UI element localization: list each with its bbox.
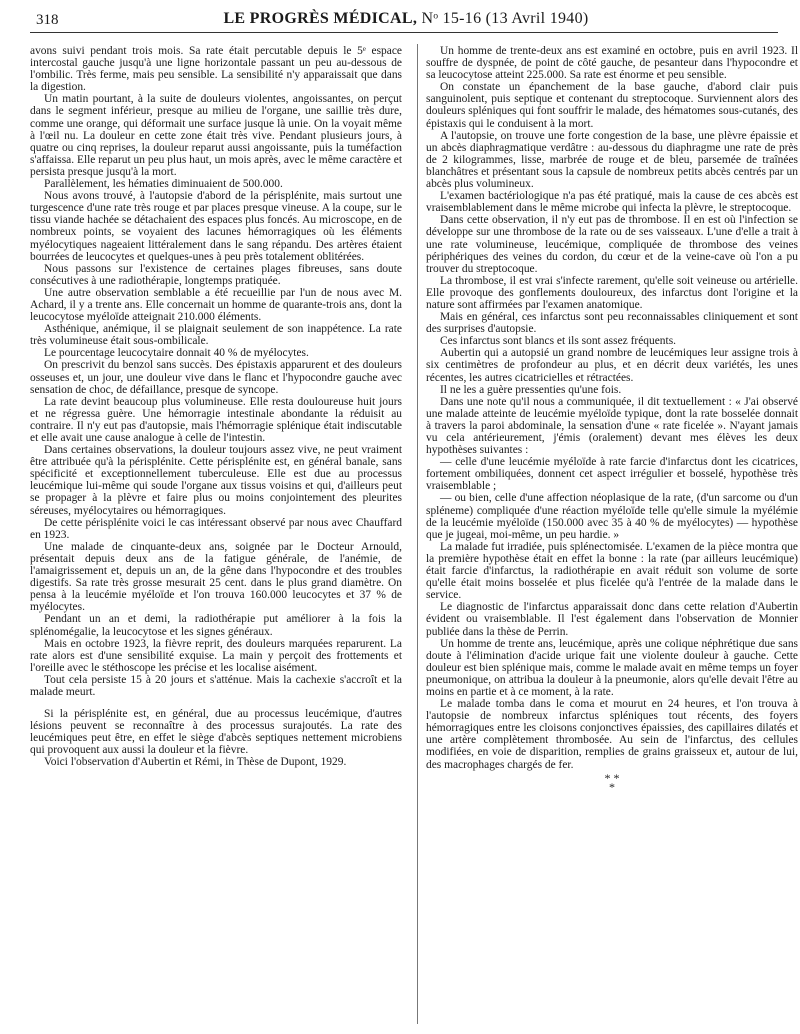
paragraph: — celle d'une leucémie myéloïde à rate farcie d'infarctus dont les cicatrices, fortement ombiliquées, donnent cet aspect irrégulier et bosselé, hypothèse très vraisemblable ;: [426, 456, 798, 493]
issue-info: Nᵒ 15-16 (13 Avril 1940): [421, 10, 589, 27]
paragraph: Une autre observation semblable a été recueillie par l'un de nous avec M. Achard, il y a trente ans. Elle concernait un homme de quarante-trois ans, dont la leucocytose myéloïde atteignait 210.000 éléments.: [30, 286, 402, 324]
header-rule: [30, 32, 778, 33]
paragraph: Asthénique, anémique, il se plaignait seulement de son inappétence. La rate très volumineuse était sous-ombilicale.: [30, 323, 402, 348]
paragraph: Le pourcentage leucocytaire donnait 40 % de myélocytes.: [44, 347, 309, 360]
page-number: 318: [36, 12, 59, 28]
paragraph: L'examen bactériologique n'a pas été pratiqué, mais la cause de ces abcès est vraisemblablement dans le même microbe qui infecta la plèvre, le streptocoque.: [426, 190, 798, 215]
paragraph: Tout cela persiste 15 à 20 jours et s'atténue. Mais la cachexie s'accroît et la malade meurt.: [30, 673, 402, 698]
paragraph: Mais en octobre 1923, la fièvre reprit, des douleurs marquées reparurent. La rate alors est d'une sensibilité exquise. La main y perçoit des frottements et l'oreille avec le stéthoscope les précise et les localise aisément.: [30, 637, 402, 674]
paragraph: La thrombose, il est vrai s'infecte rarement, qu'elle soit veineuse ou artérielle. Elle provoque des gonflements douloureux, des infarctus dont l'origine et la nature sont affirmées par l'examen anatomique.: [426, 274, 798, 311]
paragraph: Ces infarctus sont blancs et ils sont assez fréquents.: [440, 335, 677, 348]
paragraph: La malade fut irradiée, puis splénectomisée. L'examen de la pièce montra que la première hypothèse était en effet la bonne : la rate (par ailleurs leucémique) était farcie d'infarctus, la radiothérapie en avait réduit son volume de sorte qu'elle était moins bosselée et plus ficelée qu'à l'entrée de la malade dans le service.: [426, 540, 798, 602]
paragraph: Une malade de cinquante-deux ans, soignée par le Docteur Arnould, présentait depuis deux ans de la fatigue générale, de l'anémie, de l'amaigrissement et, depuis un an, de la gêne dans l'hypocondre et des troubles digestifs. Sa rate très grosse mesurait 25 cent. dans le plus grand diamètre. On pensa à la leucémie myéloïde et l'on trouva 160.000 leucocytes et 37 % de myélocytes.: [30, 540, 402, 614]
paragraph: avons suivi pendant trois mois. Sa rate était percutable depuis le 5ᵉ espace intercostal gauche jusqu'à une ligne horizontale passant un peu au-dessous de l'ombilic. Très ferme, mais peu sensible. La sensibilité n'y apparaissait que dans la digestion.: [30, 45, 402, 94]
paragraph: Pendant un an et demi, la radiothérapie put améliorer à la fois la splénomégalie, la leucocytose et les signes généraux.: [30, 613, 402, 638]
running-title: [106, 10, 706, 28]
paragraph: Il ne les a guère pressenties qu'une fois.: [440, 383, 622, 396]
paragraph: Parallèlement, les hématies diminuaient de 500.000.: [44, 178, 283, 191]
publication-title: LE PROGRÈS MÉDICAL,: [223, 10, 418, 27]
paragraph: On constate un épanchement de la base gauche, d'abord clair puis sanguinolent, puis septique et contenant du streptocoque. Surviennent alors des douleurs spléniques qui font souffrir le malade, des hématomes sous-cutanés, des épistaxis qui le conduisent à la mort.: [426, 81, 798, 130]
paragraph: Dans certaines observations, la douleur toujours assez vive, ne peut vraiment être attribuée qu'à la périsplénite. Cette périsplénite est, en général banale, sans spécificité et exceptionnellement tuberculeuse. Elle est due au processus leucémique lui-même qui soude l'organe aux tissus voisins et qui, d'ailleurs peut se propager à la plèvre et faire plus ou moins conjointement des pleurites séreuses, myélocytaires ou hémorragiques.: [30, 444, 402, 517]
section-ornament: * * *: [604, 770, 620, 794]
paragraph: Un matin pourtant, à la suite de douleurs violentes, angoissantes, on perçut dans le segment inférieur, presque au milieu de l'organe, une saillie très dure, comme une orange, qui déformait une surface jusque là unie. On la voyait même à l'œil nu. La douleur en cette zone était très vive. Pendant plusieurs jours, à quatre ou cinq reprises, la douleur reparut aussi angoissante, puis la tuméfaction s'affaissa. Elle reparut un peu plus haut, un mois après, avec le même caractère et persista presque jusqu'à la mort.: [30, 93, 402, 178]
paragraph: — ou bien, celle d'une affection néoplasique de la rate, (d'un sarcome ou d'un spléneme) compliquée d'une réaction myéloïde telle qu'elle simule la myélémie de la leucémie myéloïde (150.000 avec 35 à 40 % de myélocytes) — hypothèse que je jugeai, moi-même, un peu hardie. »: [426, 492, 798, 541]
paragraph: Dans une note qu'il nous a communiquée, il dit textuellement : « J'ai observé une malade atteinte de leucémie myéloïde typique, dont la rate bosselée donnait à travers la paroi abdominale, la sensation d'une « rate ficelée ». N'ayant jamais vu cela antérieurement, j'émis (oralement) devant mes élèves les deux hypothèses suivantes :: [426, 395, 798, 457]
paragraph: On prescrivit du benzol sans succès. Des épistaxis apparurent et des douleurs osseuses et, un jour, une douleur vive dans le flanc et l'hypocondre gauche avec sensation de choc, de défaillance, presque de syncope.: [30, 359, 402, 396]
paragraph: Nous passons sur l'existence de certaines plages fibreuses, sans doute consécutives à une radiothérapie, longtemps pratiquée.: [30, 262, 402, 287]
paragraph: De cette périsplénite voici le cas intéressant observé par nous avec Chauffard en 1923.: [30, 516, 402, 541]
paragraph: Le diagnostic de l'infarctus apparaissait donc dans cette relation d'Aubertin évident ou vraisemblable. Il l'est également dans l'observation de Monnier publiée dans la thèse de Perrin.: [426, 601, 798, 638]
paragraph: Un homme de trente-deux ans est examiné en octobre, puis en avril 1923. Il souffre de dyspnée, de point de côté gauche, de pesanteur dans l'hypocondre et sa leucocytose atteint 225.000. Sa rate est énorme et peu sensible.: [426, 45, 798, 82]
right-column: [426, 45, 798, 792]
left-column: [30, 45, 402, 769]
paragraph: Un homme de trente ans, leucémique, après une colique néphrétique due sans doute à l'élimination d'acide urique fait une violente douleur à gauche. Cette douleur est bien splénique mais, comme le malade avait en même temps un foyer pneumonique, on attribua la douleur à la pneumonie, alors qu'elle devait l'être au moins en partie et à ce moment, à la rate.: [426, 637, 798, 698]
paragraph: Dans cette observation, il n'y eut pas de thrombose. Il en est où l'infection se développe sur une thrombose de la rate ou de ses vaisseaux. L'une d'elle a trait à une rate volumineuse, leucémique, compliquée de thrombose des veines périphériques des veines du cordon, du cœur et de la veine-cave où l'on a pu trouver du streptocoque.: [426, 214, 798, 275]
paragraph: Mais en général, ces infarctus sont peu reconnaissables cliniquement et sont des surprises d'autopsie.: [426, 311, 798, 336]
running-header: [36, 10, 776, 32]
column-divider: [417, 44, 418, 1024]
paragraph: La rate devint beaucoup plus volumineuse. Elle resta douloureuse huit jours et ne régressa guère. Une hémorragie intestinale abondante la réduisit au contraire. Il n'y eut pas d'autopsie, mais l'hémorragie splénique était indiscutable et elle avait une cause analogue à celle de l'intestin.: [30, 395, 402, 444]
paragraph: A l'autopsie, on trouve une forte congestion de la base, une plèvre épaissie et un abcès diaphragmatique verdâtre : au-dessous du diaphragme une rate de près de 2 kilogrammes, lisse, marbrée de rouge et de bleu, parsemée de traînées blanchâtres et présentant sous la capsule de nombreux petits abcès centrés par un abcès plus volumineux.: [426, 129, 798, 191]
paragraph: Si la périsplénite est, en général, due au processus leucémique, d'autres lésions peuvent se reconnaître à des processus surajoutés. La rate des leucémiques peut être, en effet le siège d'abcès septiques nettement microbiens qui provoquent aux aussi la douleur et la fièvre.: [30, 708, 402, 757]
paragraph: Le malade tomba dans le coma et mourut en 24 heures, et l'on trouva à l'autopsie de nombreux infarctus spléniques tout récents, des foyers hémorragiques entre les cloisons conjonctives épaissies, des capillaires dilatés et une artère complètement thrombosée. Au sein de l'infarctus, des cellules modifiées, en voie de disparition, remplies de grains graisseux et, autour de lui, des macrophages chargés de fer.: [426, 698, 798, 771]
paragraph: Voici l'observation d'Aubertin et Rémi, in Thèse de Dupont, 1929.: [44, 756, 347, 769]
paragraph: Aubertin qui a autopsié un grand nombre de leucémiques leur assigne trois à six centimètres de profondeur au plus, et en décrit deux variétés, les unes récentes, les autres cicatricielles et rétractées.: [426, 347, 798, 384]
paragraph: Nous avons trouvé, à l'autopsie d'abord de la périsplénite, mais surtout une turgescence d'une rate très rouge et par places presque vineuse. A la coupe, sur le tissu viande hachée se détachaient des espaces plus foncés. Au microscope, en de nombreux points, se voyaient des lacunes hémorragiques où les éléments myélocytiques nageaient littéralement dans le sang répandu. Des artères étaient bourrées de leucocytes et quelques-unes à peu près totalement oblitérées.: [30, 190, 402, 263]
